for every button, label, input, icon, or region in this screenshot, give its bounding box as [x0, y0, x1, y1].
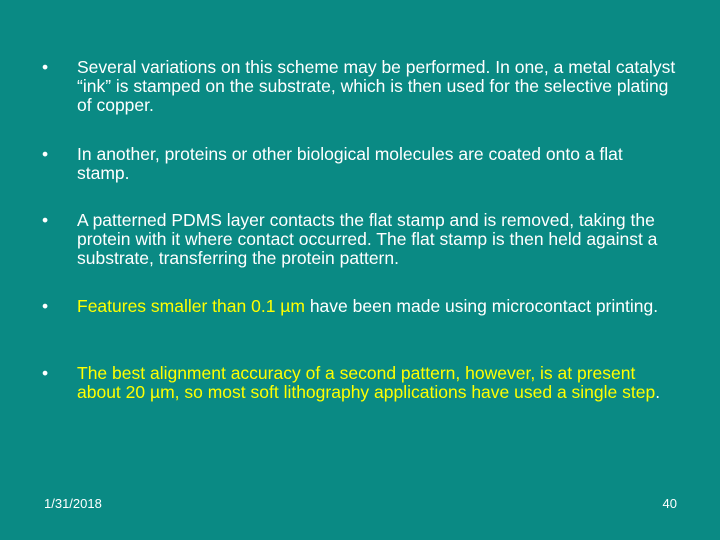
bullet-text-4 [77, 297, 677, 316]
bullet-dot: • [42, 57, 49, 77]
bullet-rest-4: have been made using microcontact printing. [304, 296, 659, 316]
bullet-highlight-5: The best alignment accuracy of a second pattern, however, is at present about 20 µm, so most soft lithography applications have used a single step [77, 363, 656, 402]
bullet-dot: • [42, 363, 49, 383]
bullet-text-5 [77, 364, 677, 402]
bullet-text-3: A patterned PDMS layer contacts the flat stamp and is removed, taking the protein with it where contact occurred. The flat stamp is then held against a substrate, transferring the protein pattern. [77, 210, 658, 268]
bullet-text-2: In another, proteins or other biological molecules are coated onto a flat stamp. [77, 144, 623, 183]
page-number: 40 [662, 496, 677, 511]
bullet-dot: • [42, 144, 49, 164]
bullet-end-5: . [655, 382, 661, 402]
bullet-dot: • [42, 210, 49, 230]
bullet-text-1: Several variations on this scheme may be performed. In one, a metal catalyst “ink” is stamped on the substrate, which is then used for the selective plating of copper. [77, 57, 676, 115]
bullet-dot: • [42, 296, 49, 316]
bullet-highlight-4: Features smaller than 0.1 µm [77, 296, 305, 316]
footer-date: 1/31/2018 [44, 496, 102, 511]
